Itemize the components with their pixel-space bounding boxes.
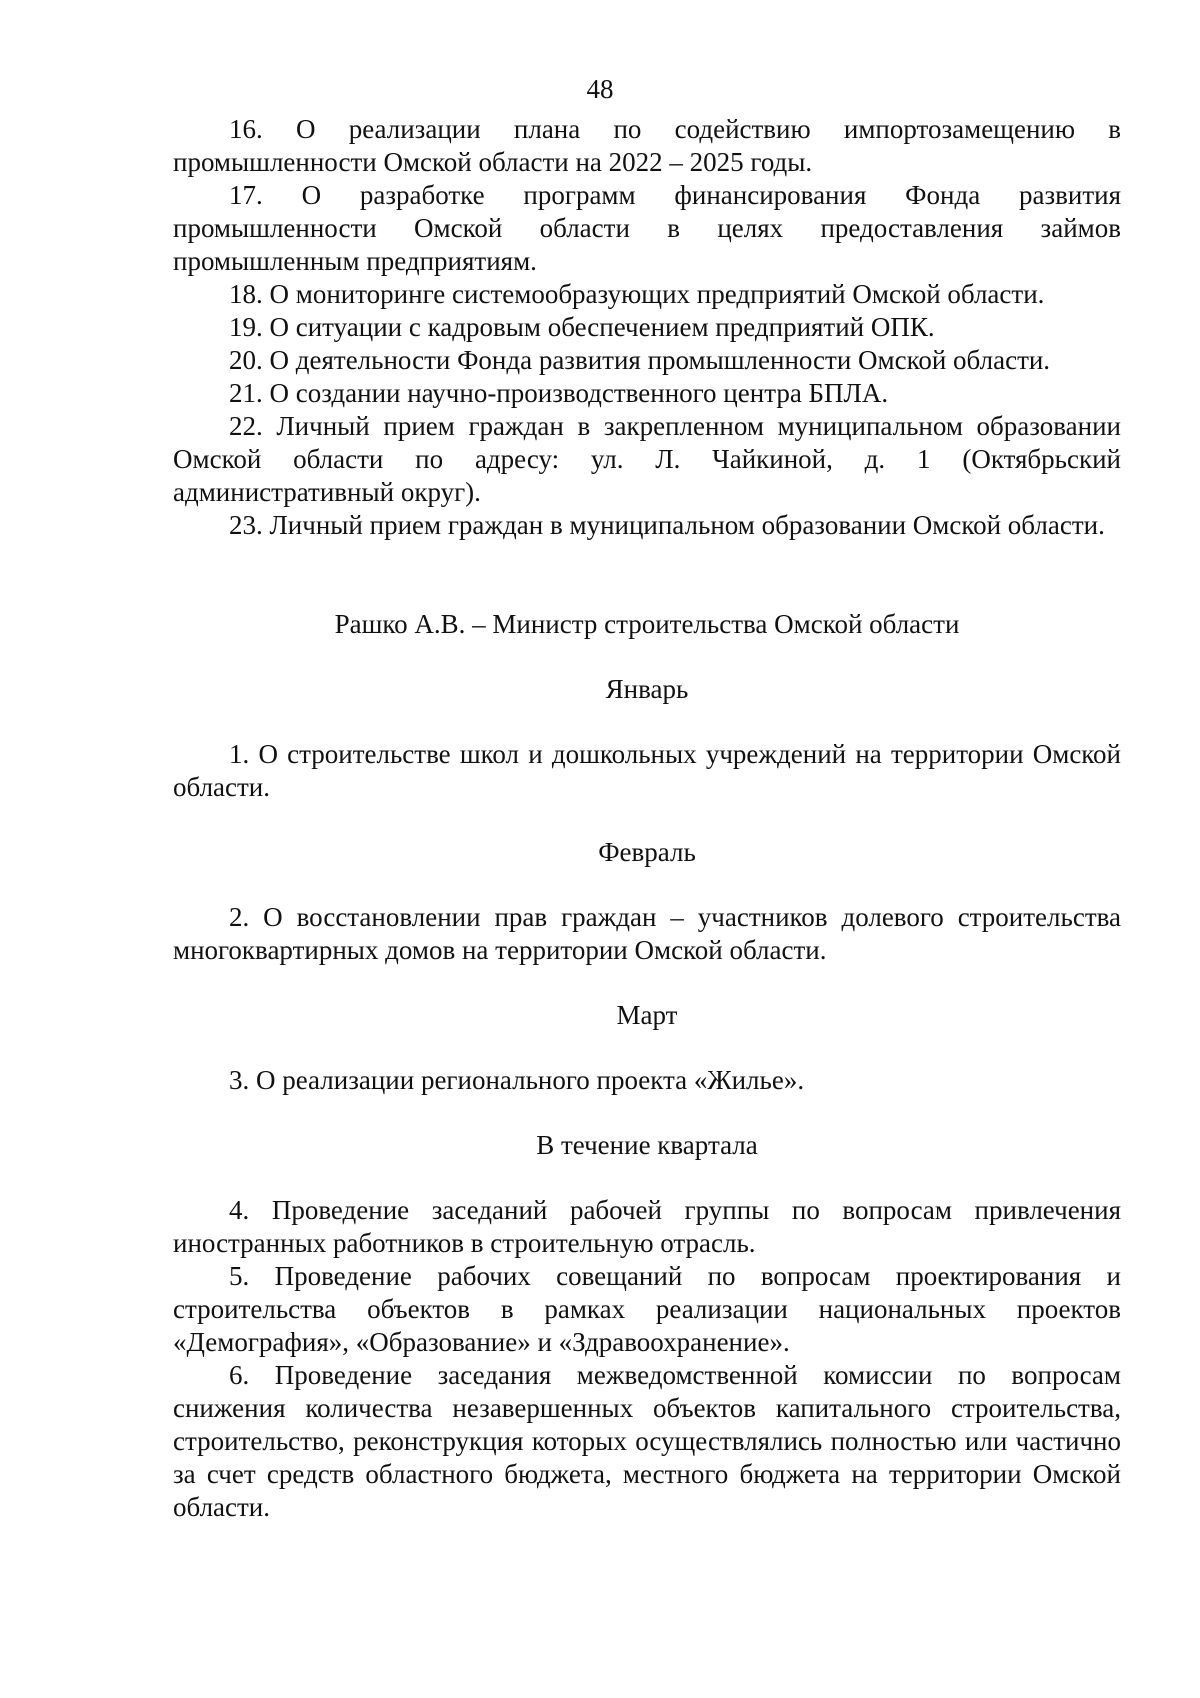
list-item: 17. О разработке программ финансирования Фонда развития промышленности Омской области в целях предоставления займов промышленным предприятиям.	[173, 180, 1122, 276]
month-heading-february: Февраль	[598, 837, 696, 867]
list-item: 20. О деятельности Фонда развития промышленности Омской области.	[229, 345, 1051, 375]
month-heading-march: Март	[616, 1000, 678, 1030]
list-item: 23. Личный прием граждан в муниципальном образовании Омской области.	[229, 510, 1105, 540]
list-item: 1. О строительстве школ и дошкольных учреждений на территории Омской области.	[173, 739, 1121, 802]
list-item: 4. Проведение заседаний рабочей группы по вопросам привлечения иностранных работников в строительную отрасль.	[173, 1195, 1122, 1258]
list-item: 22. Личный прием граждан в закрепленном муниципальном образовании Омской области по адресу: ул. Л. Чайкиной, д. 1 (Октябрьский административный округ).	[173, 411, 1122, 507]
list-item: 19. О ситуации с кадровым обеспечением предприятий ОПК.	[229, 312, 935, 342]
list-item: 5. Проведение рабочих совещаний по вопросам проектирования и строительства объектов в рамках реализации национальных проектов «Демография», «Образование» и «Здравоохранение».	[173, 1261, 1121, 1357]
section-heading: Рашко А.В. – Министр строительства Омской области	[334, 609, 960, 639]
list-item: 2. О восстановлении прав граждан – участников долевого строительства многоквартирных домов на территории Омской области.	[173, 902, 1121, 965]
list-item: 16. О реализации плана по содействию импортозамещению в промышленности Омской области на 2022 – 2025 годы.	[173, 114, 1122, 177]
document-body	[173, 113, 1121, 1524]
list-item: 21. О создании научно-производственного центра БПЛА.	[229, 378, 889, 408]
page-number: 48	[586, 74, 614, 104]
quarter-heading: В течение квартала	[536, 1130, 758, 1160]
month-heading-january: Январь	[605, 674, 689, 704]
list-item: 18. О мониторинге системообразующих предприятий Омской области.	[229, 279, 1045, 309]
list-item: 6. Проведение заседания межведомственной комиссии по вопросам снижения количества незавершенных объектов капитального строительства, строительство, реконструкция которых осуществлялись полностью или частично за счет средств областного бюджета, местного бюджета на территории Омской области.	[173, 1360, 1121, 1522]
list-item: 3. О реализации регионального проекта «Жилье».	[229, 1065, 805, 1095]
